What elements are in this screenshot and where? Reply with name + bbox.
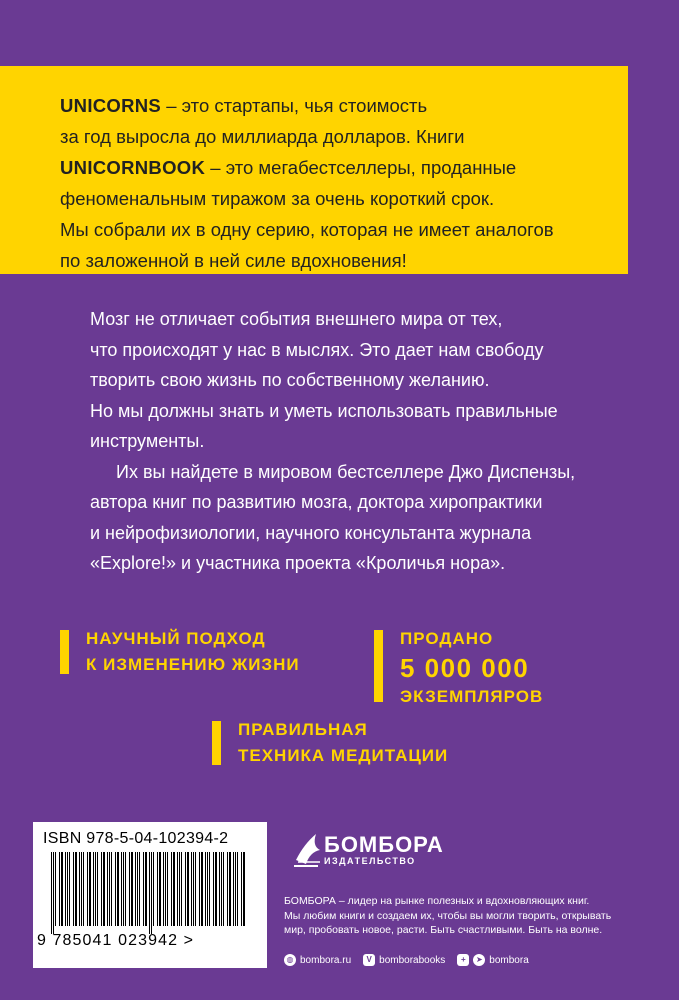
intro-line-1: UNICORNS – это стартапы, чья стоимость <box>60 95 428 116</box>
barcode-bar <box>149 852 150 934</box>
barcode-bar <box>89 852 91 926</box>
barcode-bar <box>177 852 178 926</box>
intro-line-5: Мы собрали их в одну серию, которая не имеет аналогов <box>60 219 554 240</box>
barcode-bar <box>123 852 124 926</box>
publisher-subtitle: ИЗДАТЕЛЬСТВО <box>324 856 416 866</box>
barcode-box <box>33 822 267 968</box>
barcode-bar <box>201 852 203 926</box>
barcode-bar <box>97 852 98 926</box>
barcode-bar <box>125 852 126 926</box>
barcode-image <box>51 852 251 934</box>
description-line: и нейрофизиологии, научного консультанта журнала <box>90 522 532 543</box>
barcode-bar <box>167 852 168 926</box>
unicorns-term: UNICORNS <box>60 95 162 116</box>
description-line: что происходят у нас в мыслях. Это дает нам свободу <box>90 339 544 360</box>
barcode-bar <box>93 852 94 926</box>
barcode-bar <box>157 852 158 926</box>
barcode-bar <box>151 852 152 934</box>
barcode-bar <box>135 852 136 926</box>
description-line: «Explore!» и участника проекта «Кроличья нора». <box>90 553 506 573</box>
barcode-bar <box>101 852 102 926</box>
barcode-bar <box>241 852 242 926</box>
barcode-bar <box>107 852 108 926</box>
barcode-bar <box>139 852 140 926</box>
barcode-bar <box>165 852 166 926</box>
barcode-bar <box>73 852 74 926</box>
barcode-bar <box>137 852 138 926</box>
feature-bar <box>212 721 221 765</box>
barcode-bar <box>223 852 224 926</box>
barcode-bar <box>109 852 110 926</box>
barcode-bar <box>121 852 122 926</box>
description-line: творить свою жизнь по собственному желанию. <box>90 370 490 390</box>
barcode-bar <box>233 852 234 926</box>
barcode-bar <box>65 852 66 926</box>
barcode-bar <box>159 852 161 926</box>
barcode-bar <box>83 852 84 926</box>
telegram-link[interactable]: + ➤ bombora <box>457 954 528 966</box>
barcode-bar <box>219 852 220 926</box>
feature-meditation-technique: ПРАВИЛЬНАЯ ТЕХНИКА МЕДИТАЦИИ <box>238 717 448 769</box>
barcode-bar <box>61 852 63 926</box>
sold-count: 5 000 000 <box>400 653 530 683</box>
barcode-bar <box>143 852 144 926</box>
barcode-bar <box>69 852 70 926</box>
barcode-bar <box>235 852 236 926</box>
barcode-bar <box>53 852 54 934</box>
barcode-bar <box>95 852 96 926</box>
feature-scientific-approach: НАУЧНЫЙ ПОДХОД К ИЗМЕНЕНИЮ ЖИЗНИ <box>86 626 300 678</box>
barcode-bar <box>205 852 206 926</box>
intro-line-4: феноменальным тиражом за очень короткий срок. <box>60 188 495 209</box>
barcode-bar <box>193 852 194 926</box>
barcode-bar <box>129 852 130 926</box>
barcode-bar <box>179 852 180 926</box>
isbn-number: ISBN 978-5-04-102394-2 <box>43 830 229 847</box>
barcode-bar <box>209 852 210 926</box>
website-link[interactable]: ◍ bombora.ru <box>284 954 351 966</box>
feature-bar <box>374 630 383 702</box>
barcode-bar <box>215 852 217 926</box>
publisher-description: БОМБОРА – лидер на рынке полезных и вдохновляющих книг. Мы любим книги и создаем их, чтобы вы могли творить, открывать мир, пробовать новое, расти. Быть счастливыми. Быть на волне. <box>284 895 612 936</box>
barcode-bar <box>75 852 77 926</box>
book-description <box>90 304 650 579</box>
barcode-bar <box>103 852 105 926</box>
barcode-bar <box>229 852 231 926</box>
barcode-bar <box>51 852 52 934</box>
description-line: Мозг не отличает события внешнего мира от тех, <box>90 309 503 329</box>
barcode-bar <box>115 852 116 926</box>
barcode-bar <box>191 852 192 926</box>
barcode-bar <box>111 852 112 926</box>
plus-icon: + <box>457 954 469 966</box>
description-line: Их вы найдете в мировом бестселлере Джо Диспензы, <box>116 461 576 482</box>
barcode-bar <box>79 852 80 926</box>
intro-panel <box>0 66 628 274</box>
vk-icon: V <box>363 954 375 966</box>
barcode-bar <box>145 852 147 926</box>
barcode-digits: 9 785041 023942 > <box>37 932 195 949</box>
barcode-bar <box>187 852 189 926</box>
barcode-bar <box>173 852 175 926</box>
barcode-bar <box>185 852 186 926</box>
intro-line-3: UNICORNBOOK – это мегабестселлеры, проданные <box>60 157 517 178</box>
barcode-bar <box>131 852 133 926</box>
telegram-icon: ➤ <box>473 954 485 966</box>
barcode-bar <box>117 852 119 926</box>
barcode-bar <box>199 852 200 926</box>
barcode-bar <box>195 852 196 926</box>
vk-link[interactable]: V bomborabooks <box>363 954 445 966</box>
description-line: Но мы должны знать и уметь использовать правильные <box>90 400 558 421</box>
barcode-bar <box>171 852 172 926</box>
barcode-bar <box>243 852 245 926</box>
barcode-bar <box>207 852 208 926</box>
globe-icon: ◍ <box>284 954 296 966</box>
description-line: инструменты. <box>90 431 205 451</box>
publisher-name: БОМБОРА <box>324 832 444 857</box>
intro-line-2: за год выросла до миллиарда долларов. Книги <box>60 126 465 147</box>
feature-sold-copies: ПРОДАНО 5 000 000 ЭКЗЕМПЛЯРОВ <box>400 626 543 710</box>
barcode-bar <box>181 852 182 926</box>
barcode-bar <box>153 852 154 926</box>
barcode-bar <box>227 852 228 926</box>
publisher-socials <box>284 954 529 966</box>
barcode-bar <box>55 852 56 926</box>
barcode-bar <box>67 852 68 926</box>
barcode-bar <box>213 852 214 926</box>
unicornbook-term: UNICORNBOOK <box>60 157 206 178</box>
description-line: автора книг по развитию мозга, доктора хиропрактики <box>90 492 543 512</box>
feature-bar <box>60 630 69 674</box>
intro-line-6: по заложенной в ней силе вдохновения! <box>60 250 407 271</box>
barcode-bar <box>163 852 164 926</box>
barcode-bar <box>221 852 222 926</box>
barcode-bar <box>87 852 88 926</box>
barcode-bar <box>237 852 238 926</box>
barcode-bar <box>81 852 82 926</box>
barcode-bar <box>59 852 60 926</box>
